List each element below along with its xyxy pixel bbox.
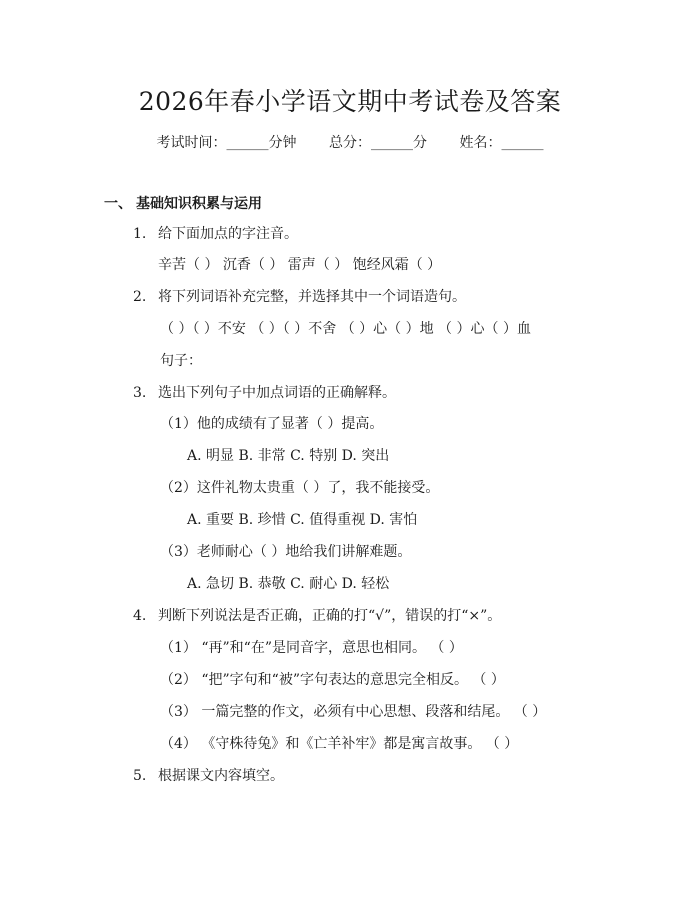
total-score-field: 总分：______分 [329,135,427,151]
question-4-statement-4: （4） 《守株待兔》和《亡羊补牢》都是寓言故事。 （ ） [160,736,519,752]
question-1-items: 辛苦（ ） 沉香（ ） 雷声（ ） 饱经风霜（ ） [158,257,442,273]
exam-time-field: 考试时间：______分钟 [156,135,297,151]
section-title: 基础知识积累与运用 [136,196,262,212]
page-title: 2026年春小学语文期中考试卷及答案 [138,87,562,116]
question-2-stem: 将下列词语补充完整，并选择其中一个词语造句。 [158,289,466,305]
question-3-sub-2: （2）这件礼物太贵重（ ）了，我不能接受。 [160,480,440,496]
question-3-options-2: A. 重要 B. 珍惜 C. 值得重视 D. 害怕 [187,512,418,528]
question-3-sub-1: （1）他的成绩有了显著（ ）提高。 [160,416,384,432]
question-4-statement-2: （2） “把”字句和“被”字句表达的意思完全相反。 （ ） [160,672,505,688]
question-4-number: 4. [133,608,147,624]
student-name-field: 姓名：______ [459,135,544,151]
section-number: 一、 [104,196,132,212]
question-3-stem: 选出下列句子中加点词语的正确解释。 [158,385,396,401]
question-3-number: 3. [133,385,147,401]
question-4-stem: 判断下列说法是否正确，正确的打“√”，错误的打“×”。 [158,608,502,624]
question-1-stem: 给下面加点的字注音。 [158,226,298,242]
question-2-number: 2. [133,289,147,305]
question-2-sentence-label: 句子： [160,353,202,369]
question-2-items: （ ）（ ）不安 （ ）（ ）不舍 （ ）心（ ）地 （ ）心（ ）血 [160,321,531,337]
question-3-sub-3: （3）老师耐心（ ）地给我们讲解难题。 [160,544,412,560]
question-1-number: 1. [133,226,147,242]
question-3-options-1: A. 明显 B. 非常 C. 特别 D. 突出 [187,448,390,464]
question-5-stem: 根据课文内容填空。 [158,768,284,784]
question-3-options-3: A. 急切 B. 恭敬 C. 耐心 D. 轻松 [187,576,390,592]
question-5-number: 5. [133,768,147,784]
section-heading [104,193,262,213]
exam-info [0,132,700,152]
question-4-statement-1: （1） “再”和“在”是同音字，意思也相同。 （ ） [160,640,463,656]
question-4-statement-3: （3） 一篇完整的作文，必须有中心思想、段落和结尾。 （ ） [160,704,547,720]
